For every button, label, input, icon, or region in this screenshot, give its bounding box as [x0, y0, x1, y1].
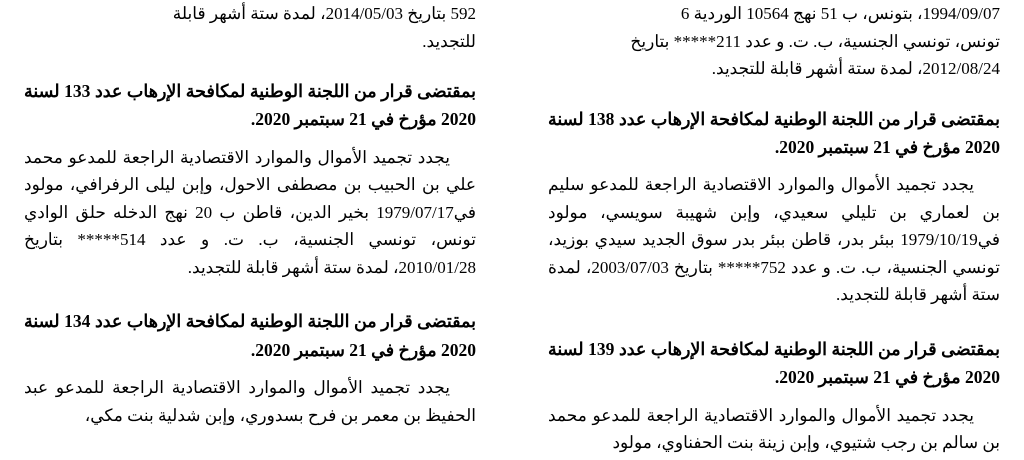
decision-body: يجدد تجميد الأموال والموارد الاقتصادية الراجعة للمدعو سليم بن لعماري بن تليلي سعيدي، وإبن شهيبة سويسي، مولود في1979/10/19 ببئر بدر، قاطن ببئر بدر سوق الجديد سيدي بوزيد، تونسي الجنسية، ب. ت. و عدد 752***** بتاريخ 2003/07/03، لمدة ستة أشهر قابلة للتجديد. — [548, 175, 1000, 305]
fragment-line-3: 2012/08/24، لمدة ستة أشهر قابلة للتجديد. — [711, 59, 1000, 79]
text-column-left — [548, 0, 1000, 460]
paragraph-fragment-decision-137 — [548, 0, 1000, 83]
decision-heading: بمقتضى قرار من اللجنة الوطنية لمكافحة الإرهاب عدد 133 لسنة 2020 مؤرخ في 21 سبتمبر 2020. — [24, 81, 476, 130]
decision-body: يجدد تجميد الأموال والموارد الاقتصادية الراجعة للمدعو محمد علي بن الحبيب بن مصطفى الاحول، وإبن ليلى الرفرافي، مولود في1979/07/17 بخير الدين، قاطن ب 20 نهج الدخله حلق الوادي تونس، تونسي الجنسية، ب. ت. و عدد 514***** بتاريخ 2010/01/28، لمدة ستة أشهر قابلة للتجديد. — [24, 147, 477, 277]
decision-body: يجدد تجميد الأموال والموارد الاقتصادية الراجعة للمدعو عبد الحفيظ بن معمر بن فرح بسدوري، وإبن شدلية بنت مكي، — [24, 378, 476, 425]
decision-block-139 — [548, 335, 1000, 457]
decision-block-134 — [24, 307, 476, 429]
paragraph-fragment-decision-132 — [24, 0, 476, 55]
two-column-layout — [24, 0, 1000, 460]
decision-heading: بمقتضى قرار من اللجنة الوطنية لمكافحة الإرهاب عدد 134 لسنة 2020 مؤرخ في 21 سبتمبر 2020. — [24, 311, 476, 360]
text-column-right — [24, 0, 476, 460]
decision-body: يجدد تجميد الأموال والموارد الاقتصادية الراجعة للمدعو محمد بن سالم بن رجب شتيوي، وإبن زينة بنت الحفناوي، مولود — [548, 405, 1000, 453]
fragment-line-1: 592 بتاريخ 2014/05/03، لمدة ستة أشهر قابلة — [172, 4, 476, 23]
fragment-line-2: للتجديد. — [422, 31, 476, 51]
decision-block-138 — [548, 105, 1000, 309]
decision-heading: بمقتضى قرار من اللجنة الوطنية لمكافحة الإرهاب عدد 139 لسنة 2020 مؤرخ في 21 سبتمبر 2020. — [548, 338, 1000, 388]
decision-heading: بمقتضى قرار من اللجنة الوطنية لمكافحة الإرهاب عدد 138 لسنة 2020 مؤرخ في 21 سبتمبر 2020. — [548, 108, 1000, 157]
fragment-line-2: تونس، تونسي الجنسية، ب. ت. و عدد 211***** بتاريخ — [630, 31, 1000, 51]
decision-block-133 — [24, 77, 476, 281]
fragment-line-1: 1994/09/07، بتونس، ب 51 نهج 10564 الوردية 6 — [680, 4, 1000, 23]
